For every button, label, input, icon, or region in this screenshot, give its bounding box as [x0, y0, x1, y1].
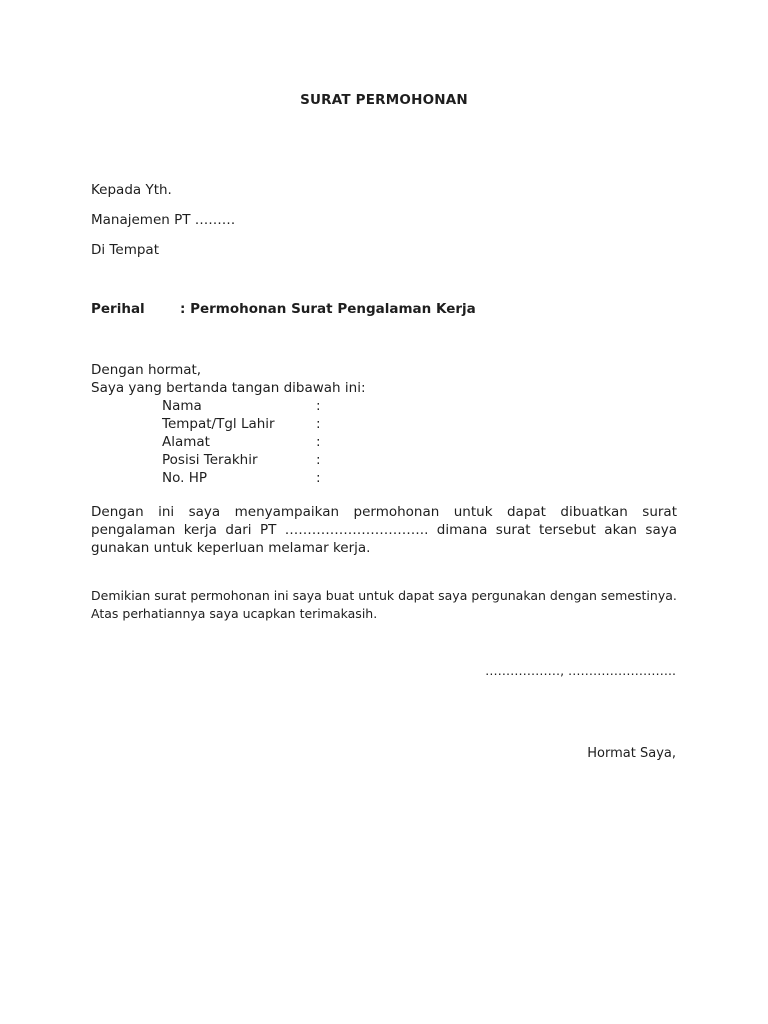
field-colon: :	[316, 434, 321, 450]
recipient-line-2: Manajemen PT ………	[91, 212, 236, 228]
field-label-posisi-terakhir: Posisi Terakhir	[162, 452, 258, 468]
place-date-line: ………………, ……………………..	[485, 663, 676, 678]
field-label-nama: Nama	[162, 398, 202, 414]
signoff: Hormat Saya,	[587, 746, 676, 761]
subject-label: Perihal	[91, 301, 145, 317]
intro-line: Saya yang bertanda tangan dibawah ini:	[91, 380, 366, 396]
field-label-no-hp: No. HP	[162, 470, 207, 486]
recipient-line-1: Kepada Yth.	[91, 182, 172, 198]
subject-value: : Permohonan Surat Pengalaman Kerja	[180, 301, 476, 317]
field-colon: :	[316, 452, 321, 468]
closing-line-2: Atas perhatiannya saya ucapkan terimakasih.	[91, 606, 378, 621]
field-colon: :	[316, 416, 321, 432]
letter-title: SURAT PERMOHONAN	[300, 92, 468, 108]
field-colon: :	[316, 398, 321, 414]
field-label-tempat-tgl-lahir: Tempat/Tgl Lahir	[162, 416, 275, 432]
closing-line-1: Demikian surat permohonan ini saya buat untuk dapat saya pergunakan dengan semestinya.	[91, 588, 677, 603]
recipient-line-3: Di Tempat	[91, 242, 159, 258]
body-paragraph: Dengan ini saya menyampaikan permohonan untuk dapat dibuatkan surat pengalaman kerja dari PT ………………………….. dimana surat tersebut akan saya gunakan untuk keperluan melamar kerja.	[91, 504, 677, 556]
field-label-alamat: Alamat	[162, 434, 210, 450]
greeting: Dengan hormat,	[91, 362, 202, 378]
field-colon: :	[316, 470, 321, 486]
